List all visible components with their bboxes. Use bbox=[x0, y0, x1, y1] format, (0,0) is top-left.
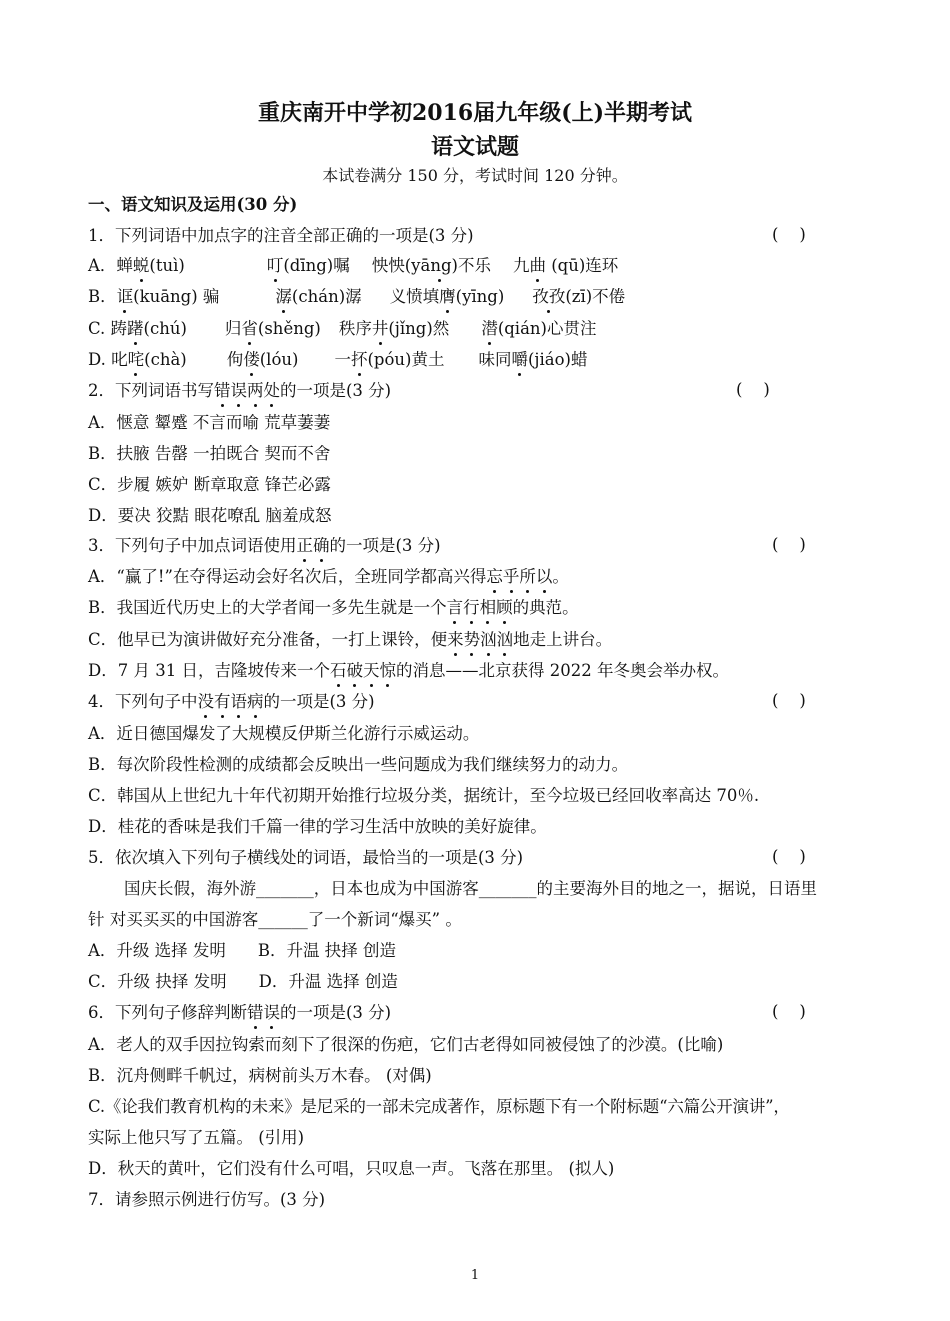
dotted-char: 以 bbox=[535, 567, 553, 586]
word: (póu)黄土 bbox=[367, 350, 445, 369]
word: (qián)心贯注 bbox=[497, 319, 597, 338]
q4-option-c: C．韩国从上世纪九十年代初期开始推行垃圾分类，据统计，至今垃圾已经回收率高达 70％. bbox=[88, 786, 760, 805]
dotted-char: 叮 bbox=[266, 256, 284, 275]
q2-answer-paren: ( ) bbox=[736, 380, 770, 399]
q6-option-c-line2: 实际上他只写了五篇。 (引用) bbox=[88, 1128, 305, 1147]
q1-option-c bbox=[88, 318, 878, 340]
dotted-char: 孜孜 bbox=[532, 287, 566, 306]
option-text: 的典范。 bbox=[512, 598, 579, 617]
dotted-char: 躇 bbox=[127, 319, 144, 338]
q3-option-b bbox=[88, 597, 878, 619]
stem-text: 4．下列句子中 bbox=[88, 692, 198, 711]
option-text: 的消息——北京获得 2022 年冬奥会举办权。 bbox=[395, 661, 729, 680]
dotted-char: 两 bbox=[247, 381, 264, 400]
pinyin: (kuāng) 骗 bbox=[133, 287, 220, 306]
dotted-char: 势 bbox=[463, 630, 481, 649]
dotted-char: 处 bbox=[263, 381, 280, 400]
q3-answer-paren: ( ) bbox=[772, 535, 806, 554]
dotted-char: 偻 bbox=[243, 350, 260, 369]
dotted-char: 有 bbox=[214, 692, 231, 711]
q5-options-ab bbox=[88, 940, 878, 962]
stem-text: 3．下列句子中加点词语使用 bbox=[88, 536, 297, 555]
pinyin: (shěng) bbox=[257, 319, 321, 338]
option-text: B．我国近代历史上的大学者闻一多先生就是一个 bbox=[88, 598, 447, 617]
exam-note: 本试卷满分 150 分，考试时间 120 分钟。 bbox=[322, 166, 628, 185]
q4-option-d: D．桂花的香味是我们千篇一律的学习生活中放映的美好旋律。 bbox=[88, 817, 547, 836]
dotted-char: 咤 bbox=[127, 350, 145, 369]
q6-option-d: D．秋天的黄叶，它们没有什么可唱，只叹息一声。飞落在那里。 (拟人) bbox=[88, 1159, 615, 1178]
dotted-char: 言 bbox=[446, 598, 464, 617]
q5-passage-line1: 国庆长假，海外游_______，日本也成为中国游客_______的主要海外目的地之一，据说，日语里 bbox=[124, 879, 817, 898]
dotted-char: 潜 bbox=[481, 319, 498, 338]
dotted-char: 抔 bbox=[350, 350, 368, 369]
option-text: 地走上讲台。 bbox=[513, 630, 613, 649]
dotted-char: 语 bbox=[230, 692, 247, 711]
q5-option-c: C．升级 抉择 发明 bbox=[88, 972, 227, 991]
q1-option-b bbox=[88, 286, 878, 308]
q3-option-d bbox=[88, 660, 878, 682]
word: 九 bbox=[512, 256, 530, 275]
option-text: A．“赢了!”在夺得运动会好名次后，全班同学都高兴得 bbox=[88, 567, 487, 586]
dotted-char: 误 bbox=[263, 1003, 280, 1022]
dotted-char: 惊 bbox=[379, 661, 396, 680]
pinyin: (tuì) bbox=[149, 256, 185, 275]
page-number: 1 bbox=[470, 1268, 480, 1283]
section-heading: 一、语文知识及运用(30 分) bbox=[88, 195, 298, 214]
q5-option-a: A．升级 选择 发明 bbox=[88, 941, 226, 960]
q2-option-a: A．惬意 颦蹙 不言而喻 荒草萋萋 bbox=[88, 413, 331, 432]
dotted-char: 没 bbox=[197, 692, 214, 711]
word: (zī)不倦 bbox=[565, 287, 626, 306]
stem-text: 2．下列词语书写 bbox=[88, 381, 214, 400]
word: 一 bbox=[334, 350, 351, 369]
word: 归 bbox=[224, 319, 242, 338]
q1-answer-paren: ( ) bbox=[772, 225, 806, 244]
word: 味同 bbox=[478, 350, 512, 369]
dotted-char: 汹 bbox=[480, 630, 497, 649]
q5-stem: 5．依次填入下列句子横线处的词语，最恰当的一项是(3 分) bbox=[88, 848, 524, 867]
q1-option-a bbox=[88, 255, 878, 277]
word: (qū)连环 bbox=[545, 256, 619, 275]
dotted-char: 乎 bbox=[502, 567, 520, 586]
word: (jǐng)然 bbox=[388, 319, 450, 338]
stem-text: 的一项是(3 分) bbox=[329, 536, 441, 555]
dotted-char: 来 bbox=[447, 630, 464, 649]
option-text: D．7 月 31 日，吉隆坡传来一个 bbox=[88, 661, 330, 680]
word: 秩序 bbox=[338, 319, 372, 338]
dotted-char: 潺 bbox=[275, 287, 292, 306]
exam-subject: 语文试题 bbox=[430, 134, 519, 160]
q1-option-d bbox=[88, 349, 878, 371]
option-text: 。 bbox=[552, 567, 569, 586]
q2-option-d: D．要决 狡黠 眼花嘹乱 脑羞成怒 bbox=[88, 506, 332, 525]
q5-passage-line2: 针 对买买买的中国游客______了一个新词“爆买” 。 bbox=[88, 910, 462, 929]
option-text: C．他早已为演讲做好充分准备，一打上课铃，便 bbox=[88, 630, 448, 649]
word: (chán)潺 bbox=[291, 287, 362, 306]
word: 蝉 bbox=[116, 256, 133, 275]
dotted-char: 汹 bbox=[496, 630, 514, 649]
word: 义愤填 bbox=[389, 287, 440, 306]
pinyin: (chú) bbox=[143, 319, 187, 338]
q6-option-b: B．沉舟侧畔千帆过，病树前头万木春。 (对偶) bbox=[88, 1066, 432, 1085]
dotted-char: 诓 bbox=[116, 287, 134, 306]
dotted-char: 确 bbox=[313, 536, 330, 555]
dotted-char: 井 bbox=[371, 319, 389, 338]
dotted-char: 曲 bbox=[529, 256, 546, 275]
dotted-char: 所 bbox=[519, 567, 536, 586]
q2-option-b: B．扶腋 告罄 一拍既合 契而不舍 bbox=[88, 444, 331, 463]
q7-stem: 7．请参照示例进行仿写。(3 分) bbox=[88, 1190, 326, 1209]
word: 佝 bbox=[226, 350, 244, 369]
q4-stem bbox=[88, 691, 878, 713]
q3-stem bbox=[88, 535, 878, 557]
option-letter: C. 踌 bbox=[88, 319, 128, 338]
q5-options-cd bbox=[88, 971, 878, 993]
dotted-char: 石 bbox=[329, 661, 347, 680]
q6-option-c-line1: C.《论我们教育机构的未来》是尼采的一部未完成著作，原标题下有一个附标题“六篇公开演讲”， bbox=[88, 1097, 790, 1116]
dotted-char: 怏(yāng)不乐 bbox=[388, 256, 491, 275]
option-letter: A． bbox=[88, 256, 117, 275]
option-letter: D. 叱 bbox=[88, 350, 128, 369]
dotted-char: 天 bbox=[362, 661, 380, 680]
dotted-char: 误 bbox=[230, 381, 247, 400]
stem-text: 的一项是(3 分) bbox=[280, 1003, 392, 1022]
dotted-char: 相 bbox=[479, 598, 497, 617]
dotted-char: 错 bbox=[214, 381, 231, 400]
option-letter: B． bbox=[88, 287, 117, 306]
pinyin: (chà) bbox=[144, 350, 187, 369]
q4-answer-paren: ( ) bbox=[772, 691, 806, 710]
q2-option-c: C．步履 嫉妒 断章取意 锋芒必露 bbox=[88, 475, 331, 494]
dotted-char: 错 bbox=[247, 1003, 264, 1022]
dotted-char: 病 bbox=[247, 692, 264, 711]
dotted-char: 嚼 bbox=[511, 350, 528, 369]
q6-stem bbox=[88, 1002, 878, 1024]
word: (dīng)嘱 bbox=[283, 256, 350, 275]
q3-option-c bbox=[88, 629, 878, 651]
q6-answer-paren: ( ) bbox=[772, 1002, 806, 1021]
q6-option-a: A．老人的双手因拉钩索而刻下了很深的伤疤，它们古老得如同被侵蚀了的沙漠。(比喻) bbox=[88, 1035, 724, 1054]
dotted-char: 省 bbox=[241, 319, 258, 338]
q1-stem: 1．下列词语中加点字的注音全部正确的一项是(3 分) bbox=[88, 226, 474, 245]
exam-title: 重庆南开中学初2016届九年级(上)半期考试 bbox=[257, 100, 693, 126]
word: 怏 bbox=[371, 256, 389, 275]
dotted-char: 忘 bbox=[486, 567, 503, 586]
q5-answer-paren: ( ) bbox=[772, 847, 806, 866]
pinyin: (yīng) bbox=[455, 287, 505, 306]
dotted-char: 顾 bbox=[496, 598, 513, 617]
dotted-char: 蜕 bbox=[132, 256, 150, 275]
stem-text: 6．下列句子修辞判断 bbox=[88, 1003, 247, 1022]
dotted-char: 正 bbox=[296, 536, 313, 555]
pinyin: (lóu) bbox=[259, 350, 299, 369]
q5-option-b: B．升温 抉择 创造 bbox=[257, 941, 397, 960]
q4-option-a: A．近日德国爆发了大规模反伊斯兰化游行示威运动。 bbox=[88, 724, 480, 743]
dotted-char: 膺 bbox=[439, 287, 456, 306]
stem-text: 的一项是(3 分) bbox=[280, 381, 392, 400]
q4-option-b: B．每次阶段性检测的成绩都会反映出一些问题成为我们继续努力的动力。 bbox=[88, 755, 629, 774]
dotted-char: 行 bbox=[463, 598, 480, 617]
q5-option-d: D．升温 选择 创造 bbox=[258, 972, 398, 991]
pinyin: (jiáo)蜡 bbox=[527, 350, 588, 369]
stem-text: 的一项是(3 分) bbox=[263, 692, 375, 711]
q3-option-a bbox=[88, 566, 878, 588]
dotted-char: 破 bbox=[346, 661, 363, 680]
